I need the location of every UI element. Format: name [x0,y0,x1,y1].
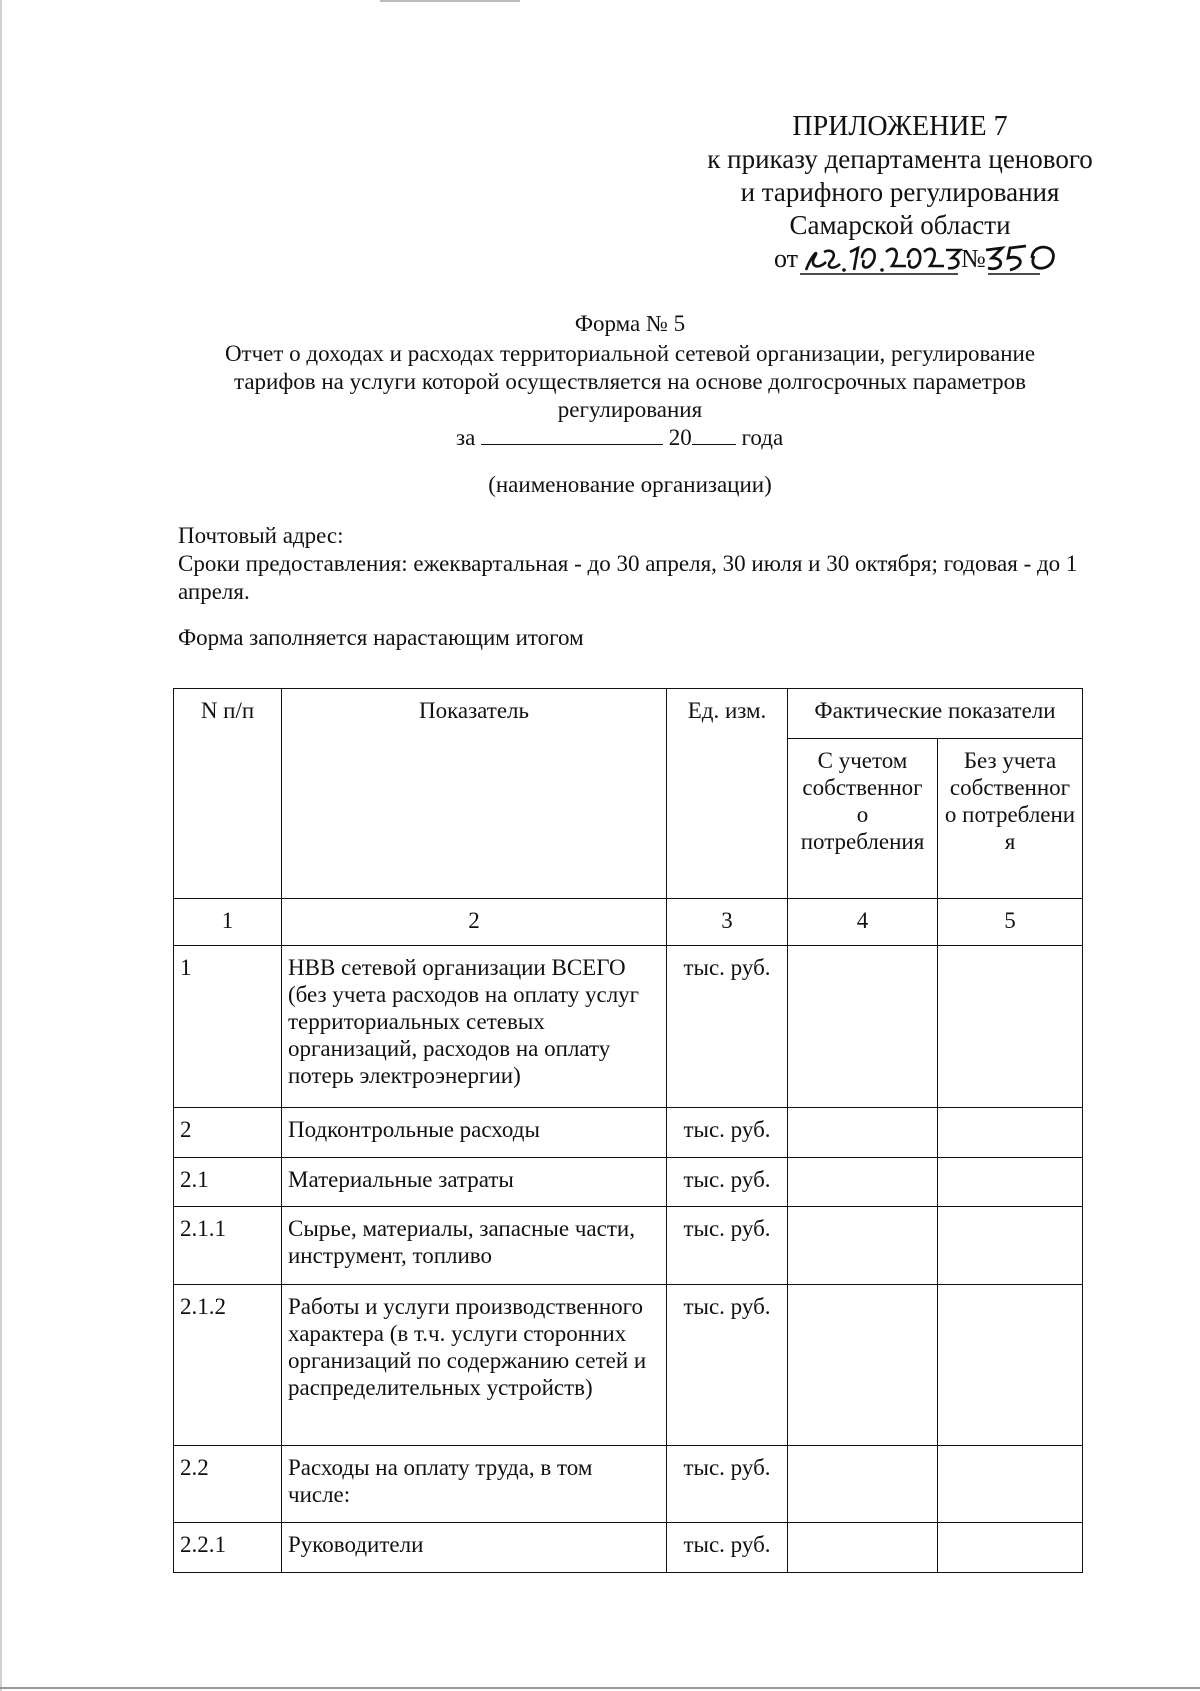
table-row [174,1446,1083,1523]
table-row [174,1207,1083,1285]
row-num: 1 [174,946,282,1108]
report-period-line [456,424,783,451]
number-prefix: № [961,244,986,273]
table-row [174,1285,1083,1446]
row-num: 2.2 [174,1446,282,1523]
row-indicator: Работы и услуги производственного характера (в т.ч. услуги сторонних организаций по содержанию сетей и распределительных устройств) [282,1285,667,1446]
row-num: 2.1.2 [174,1285,282,1446]
header-actual: Фактические показатели [788,689,1083,739]
row-num: 2.2.1 [174,1523,282,1573]
appendix-line: и тарифного регулирования [740,177,1060,207]
row-with-own-value[interactable] [788,1285,938,1446]
scan-edge-left [0,0,2,1691]
row-without-own-value[interactable] [938,1523,1083,1573]
form-info [178,522,1108,606]
row-indicator: Сырье, материалы, запасные части, инструмент, топливо [282,1207,667,1285]
column-number-row [174,899,1083,946]
row-indicator: Материальные затраты [282,1158,667,1207]
form-number: Форма № 5 [574,311,686,336]
row-indicator: Расходы на оплату труда, в том числе: [282,1446,667,1523]
handwritten-date-and-number [770,236,1110,284]
header-without-own-consumption: Без учета собственног о потреблени я [938,739,1083,899]
period-blank [481,424,663,445]
cumulative-note: Форма заполняется нарастающим итогом [178,625,584,650]
column-number: 5 [938,899,1083,946]
form-title: Отчет о доходах и расходах территориальной сетевой организации, регулирование тарифов на услуги которой осуществляется на основе долгосрочных параметров регулирования [224,341,1036,422]
row-indicator: Подконтрольные расходы [282,1108,667,1158]
row-with-own-value[interactable] [788,1108,938,1158]
appendix-line: к приказу департамента ценового [707,144,1093,174]
row-unit: тыс. руб. [667,1207,788,1285]
scan-edge-bottom [0,1687,1200,1689]
table-row [174,1523,1083,1573]
column-number: 1 [174,899,282,946]
row-without-own-value[interactable] [938,1285,1083,1446]
column-number: 2 [282,899,667,946]
row-without-own-value[interactable] [938,1207,1083,1285]
appendix-line: Самарской области [789,210,1011,240]
scan-edge-top [380,0,520,2]
row-without-own-value[interactable] [938,946,1083,1108]
header-unit: Ед. изм. [667,689,788,899]
appendix-header [650,110,1150,242]
year-blank [692,424,736,445]
column-number: 4 [788,899,938,946]
row-num: 2 [174,1108,282,1158]
header-num: N п/п [174,689,282,899]
row-unit: тыс. руб. [667,1523,788,1573]
column-number: 3 [667,899,788,946]
organization-name-caption: (наименование организации) [488,472,772,497]
submission-deadlines: Сроки предоставления: ежеквартальная - до 30 апреля, 30 июля и 30 октября; годовая - до 1 апреля. [178,551,1078,604]
row-with-own-value[interactable] [788,1446,938,1523]
form-heading [120,310,1140,424]
period-suffix: года [741,425,784,450]
row-without-own-value[interactable] [938,1108,1083,1158]
row-num: 2.1.1 [174,1207,282,1285]
row-unit: тыс. руб. [667,1285,788,1446]
row-without-own-value[interactable] [938,1446,1083,1523]
row-with-own-value[interactable] [788,1158,938,1207]
header-with-own-consumption: С учетом собственног о потребления [788,739,938,899]
row-indicator: НВВ сетевой организации ВСЕГО (без учета расходов на оплату услуг территориальных сетевых организаций, расходов на оплату потерь электроэнергии) [282,946,667,1108]
row-indicator: Руководители [282,1523,667,1573]
row-without-own-value[interactable] [938,1158,1083,1207]
row-with-own-value[interactable] [788,946,938,1108]
header-indicator: Показатель [282,689,667,899]
row-unit: тыс. руб. [667,1108,788,1158]
row-num: 2.1 [174,1158,282,1207]
table-row [174,1158,1083,1207]
table-row [174,946,1083,1108]
table-row [174,1108,1083,1158]
row-unit: тыс. руб. [667,946,788,1108]
order-date-number-line [770,236,1110,284]
row-with-own-value[interactable] [788,1207,938,1285]
period-year: 20 [668,425,692,450]
row-with-own-value[interactable] [788,1523,938,1573]
appendix-title: ПРИЛОЖЕНИЕ 7 [792,111,1008,142]
postal-address: Почтовый адрес: [178,523,344,548]
date-prefix: от [774,244,799,273]
report-table [173,688,1083,1573]
period-prefix: за [456,425,476,450]
row-unit: тыс. руб. [667,1446,788,1523]
row-unit: тыс. руб. [667,1158,788,1207]
